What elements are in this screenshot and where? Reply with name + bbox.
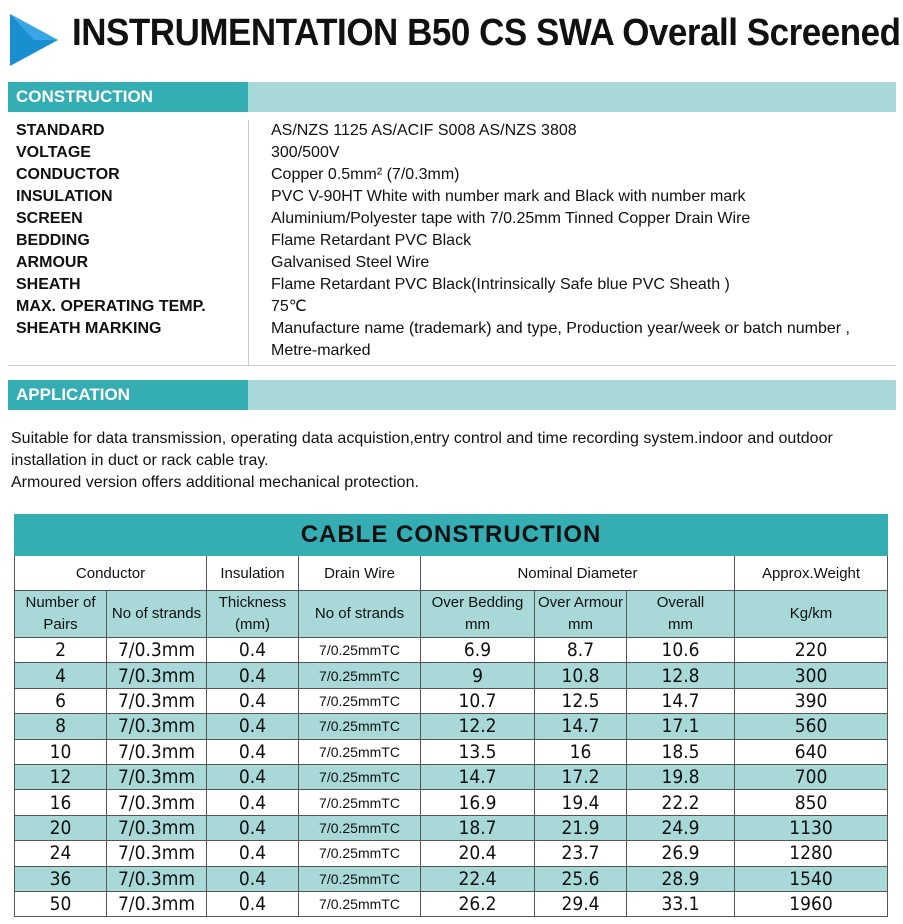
cell-drain: 7/0.25mmTC	[299, 841, 421, 866]
cell-thickness: 0.4	[207, 815, 299, 840]
table-row	[15, 688, 888, 713]
cell-drain: 7/0.25mmTC	[299, 891, 421, 916]
spec-value: PVC V-90HT White with number mark and Black with number mark	[249, 186, 897, 208]
spec-value: Copper 0.5mm² (7/0.3mm)	[249, 164, 897, 186]
cell-thickness: 0.4	[207, 841, 299, 866]
table-row	[15, 638, 888, 663]
cell-drain: 7/0.25mmTC	[299, 815, 421, 840]
cell-thickness: 0.4	[207, 891, 299, 916]
construction-band	[8, 82, 896, 112]
cell-weight: 1960	[735, 891, 888, 916]
cell-bedding: 18.7	[421, 815, 535, 840]
cell-overall: 19.8	[627, 764, 735, 789]
cell-thickness: 0.4	[207, 866, 299, 891]
cell-drain: 7/0.25mmTC	[299, 714, 421, 739]
cell-overall: 22.2	[627, 790, 735, 815]
cell-pairs: 8	[15, 714, 107, 739]
cell-weight: 300	[735, 663, 888, 688]
table-row	[15, 663, 888, 688]
cell-strands: 7/0.3mm	[107, 638, 207, 663]
spec-row	[8, 164, 896, 186]
application-heading: APPLICATION	[8, 380, 248, 410]
application-line: Suitable for data transmission, operating data acquistion,entry control and time recording system.indoor and outdoor	[11, 430, 833, 447]
table-row	[15, 866, 888, 891]
spec-value-line: Metre-marked	[271, 342, 371, 359]
cell-strands: 7/0.3mm	[107, 688, 207, 713]
spec-value: Aluminium/Polyester tape with 7/0.25mm Tinned Copper Drain Wire	[249, 208, 897, 230]
cell-armour: 25.6	[535, 866, 627, 891]
spec-value: Flame Retardant PVC Black(Intrinsically Safe blue PVC Sheath )	[249, 274, 897, 296]
cell-strands: 7/0.3mm	[107, 841, 207, 866]
cell-bedding: 6.9	[421, 638, 535, 663]
table-row	[15, 841, 888, 866]
cell-weight: 220	[735, 638, 888, 663]
spec-label: STANDARD	[16, 122, 105, 139]
spec-label: SHEATH MARKING	[8, 318, 249, 366]
cell-overall: 14.7	[627, 688, 735, 713]
cell-thickness: 0.4	[207, 714, 299, 739]
cell-armour: 19.4	[535, 790, 627, 815]
cell-overall: 24.9	[627, 815, 735, 840]
cell-bedding: 16.9	[421, 790, 535, 815]
spec-label: MAX. OPERATING TEMP.	[16, 298, 206, 315]
cell-bedding: 26.2	[421, 891, 535, 916]
cell-thickness: 0.4	[207, 663, 299, 688]
cell-overall: 26.9	[627, 841, 735, 866]
cell-overall: 10.6	[627, 638, 735, 663]
application-line: Armoured version offers additional mechanical protection.	[11, 474, 419, 491]
spec-label: BEDDING	[16, 232, 90, 249]
cell-bedding: 10.7	[421, 688, 535, 713]
cable-table-title: CABLE CONSTRUCTION	[15, 515, 888, 556]
cell-weight: 700	[735, 764, 888, 789]
cell-pairs: 20	[15, 815, 107, 840]
spec-label: SHEATH	[16, 276, 81, 293]
cell-armour: 16	[535, 739, 627, 764]
cable-construction-table	[14, 514, 888, 917]
header-insulation: Insulation	[207, 556, 299, 591]
table-row	[15, 790, 888, 815]
table-row	[15, 891, 888, 916]
spec-value: AS/NZS 1125 AS/ACIF S008 AS/NZS 3808	[249, 120, 897, 142]
cell-pairs: 50	[15, 891, 107, 916]
title-row	[0, 0, 903, 76]
cell-pairs: 4	[15, 663, 107, 688]
spec-value-line: Manufacture name (trademark) and type, Production year/week or batch number ,	[271, 320, 850, 337]
group-header-row	[15, 556, 888, 591]
header-drain-strands: No of strands	[299, 591, 421, 638]
cell-strands: 7/0.3mm	[107, 815, 207, 840]
spec-row	[8, 252, 896, 274]
cable-table-body	[15, 638, 888, 917]
cell-thickness: 0.4	[207, 764, 299, 789]
cell-pairs: 24	[15, 841, 107, 866]
cell-weight: 640	[735, 739, 888, 764]
header-conductor: Conductor	[15, 556, 207, 591]
cell-drain: 7/0.25mmTC	[299, 638, 421, 663]
cell-drain: 7/0.25mmTC	[299, 790, 421, 815]
cell-weight: 1130	[735, 815, 888, 840]
cell-strands: 7/0.3mm	[107, 714, 207, 739]
spec-value: Flame Retardant PVC Black	[249, 230, 897, 252]
cell-pairs: 6	[15, 688, 107, 713]
spec-label: CONDUCTOR	[16, 166, 120, 183]
cell-armour: 14.7	[535, 714, 627, 739]
cell-weight: 850	[735, 790, 888, 815]
table-row	[15, 739, 888, 764]
spec-row	[8, 186, 896, 208]
cell-bedding: 14.7	[421, 764, 535, 789]
spec-row	[8, 274, 896, 296]
cell-bedding: 20.4	[421, 841, 535, 866]
cell-bedding: 9	[421, 663, 535, 688]
cell-drain: 7/0.25mmTC	[299, 663, 421, 688]
cell-drain: 7/0.25mmTC	[299, 688, 421, 713]
cell-pairs: 16	[15, 790, 107, 815]
cell-pairs: 2	[15, 638, 107, 663]
cell-strands: 7/0.3mm	[107, 891, 207, 916]
arrow-triangle-icon	[10, 14, 58, 66]
cell-strands: 7/0.3mm	[107, 739, 207, 764]
spec-label: SCREEN	[16, 210, 83, 227]
cell-drain: 7/0.25mmTC	[299, 739, 421, 764]
spec-row	[8, 120, 896, 142]
spec-value: 75℃	[249, 296, 897, 318]
table-row	[15, 815, 888, 840]
table-row	[15, 764, 888, 789]
spec-label: VOLTAGE	[16, 144, 91, 161]
cell-armour: 17.2	[535, 764, 627, 789]
cell-weight: 390	[735, 688, 888, 713]
cell-strands: 7/0.3mm	[107, 764, 207, 789]
header-over-bedding: Over Bedding mm	[421, 591, 535, 638]
cell-armour: 8.7	[535, 638, 627, 663]
cell-thickness: 0.4	[207, 739, 299, 764]
construction-heading: CONSTRUCTION	[8, 82, 248, 112]
cell-drain: 7/0.25mmTC	[299, 866, 421, 891]
application-line: installation in duct or rack cable tray.	[11, 452, 269, 469]
header-thickness: Thickness (mm)	[207, 591, 299, 638]
cell-drain: 7/0.25mmTC	[299, 764, 421, 789]
cell-pairs: 36	[15, 866, 107, 891]
header-weight-unit: Kg/km	[735, 591, 888, 638]
cell-weight: 560	[735, 714, 888, 739]
spec-row	[8, 208, 896, 230]
cell-thickness: 0.4	[207, 688, 299, 713]
cell-overall: 18.5	[627, 739, 735, 764]
cell-armour: 23.7	[535, 841, 627, 866]
cell-armour: 12.5	[535, 688, 627, 713]
cell-bedding: 22.4	[421, 866, 535, 891]
application-text	[11, 428, 891, 494]
cell-strands: 7/0.3mm	[107, 663, 207, 688]
spec-row	[8, 296, 896, 318]
spec-value: 300/500V	[249, 142, 897, 164]
cell-armour: 29.4	[535, 891, 627, 916]
application-band	[8, 380, 896, 410]
cell-strands: 7/0.3mm	[107, 790, 207, 815]
header-over-armour: Over Armour mm	[535, 591, 627, 638]
header-approx-weight: Approx.Weight	[735, 556, 888, 591]
cell-thickness: 0.4	[207, 790, 299, 815]
page-title: INSTRUMENTATION B50 CS SWA Overall Screened	[72, 12, 901, 54]
header-overall: Overall mm	[627, 591, 735, 638]
cell-overall: 12.8	[627, 663, 735, 688]
spec-label: INSULATION	[16, 188, 113, 205]
spec-label: ARMOUR	[16, 254, 88, 271]
spec-row	[8, 230, 896, 252]
table-row	[15, 714, 888, 739]
cell-armour: 21.9	[535, 815, 627, 840]
cell-bedding: 13.5	[421, 739, 535, 764]
cell-overall: 17.1	[627, 714, 735, 739]
cell-strands: 7/0.3mm	[107, 866, 207, 891]
cell-weight: 1280	[735, 841, 888, 866]
cell-pairs: 12	[15, 764, 107, 789]
header-drain-wire: Drain Wire	[299, 556, 421, 591]
spec-row	[8, 318, 896, 366]
spec-value	[249, 318, 897, 366]
cell-pairs: 10	[15, 739, 107, 764]
header-nominal-diameter: Nominal Diameter	[421, 556, 735, 591]
header-pairs: Number of Pairs	[15, 591, 107, 638]
cell-bedding: 12.2	[421, 714, 535, 739]
spec-value: Galvanised Steel Wire	[249, 252, 897, 274]
cell-overall: 28.9	[627, 866, 735, 891]
cell-overall: 33.1	[627, 891, 735, 916]
sub-header-row	[15, 591, 888, 638]
cell-thickness: 0.4	[207, 638, 299, 663]
header-strands: No of strands	[107, 591, 207, 638]
cell-armour: 10.8	[535, 663, 627, 688]
construction-spec-table	[8, 120, 896, 366]
spec-row	[8, 142, 896, 164]
cell-weight: 1540	[735, 866, 888, 891]
